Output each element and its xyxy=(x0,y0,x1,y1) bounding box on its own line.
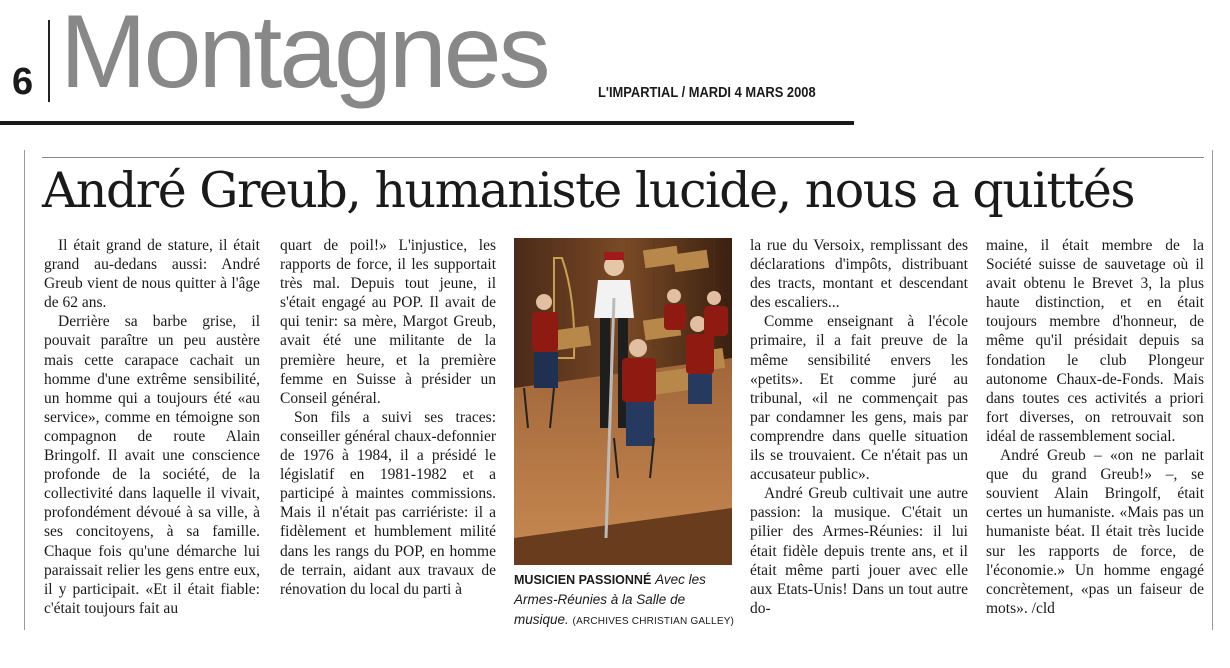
article-paragraph: Il était grand de stature, il était grand au-dedans aussi: André Greub vient de nous quitter à l'âge de 62 ans. xyxy=(44,237,260,312)
left-margin-rule xyxy=(24,150,25,630)
article-paragraph: André Greub cultivait une autre passion: la musique. C'était un pilier des Armes-Réunies: il lui était fidèle depuis trente ans, et il était même parti jouer avec elle aux Etats-Unis! Dans un tout autre do- xyxy=(750,485,968,617)
section-title: Montagnes xyxy=(60,0,548,110)
photo-credit: (ARCHIVES CHRISTIAN GALLEY) xyxy=(572,616,735,627)
page-number: 6 xyxy=(12,61,34,103)
right-margin-rule xyxy=(1212,150,1213,630)
caption-kicker: MUSICIEN PASSIONNÉ xyxy=(514,573,652,587)
article-column-2 xyxy=(280,236,496,628)
article-paragraph: quart de poil!» L'injustice, les rapports de force, il les supportait très mal. Depuis tout jeune, il s'était engagé au POP. Il avait de qui tenir: sa mère, Margot Greub, avait été une militante de la première heure, et la première femme en Suisse à présider un Conseil général. xyxy=(280,237,496,407)
article-paragraph: Derrière sa barbe grise, il pouvait paraître un peu austère mais cette carapace cachait un homme d'une extrême sensibilité, un homme qui a toujours été «au service», comme en témoigne son compagnon de route Alain Bringolf. Il avait une conscience profonde de la société, de la collectivité dans laquelle il vivait, profondément dévoué à sa ville, à ses concitoyens, à sa famille. Chaque fois qu'une démarche lui paraissait relier les gens entre eux, il y participait. «Et il était fiable: c'était toujours fait au xyxy=(44,313,260,617)
article-column-3 xyxy=(750,236,968,628)
article-column-1 xyxy=(44,236,260,628)
article-top-rule xyxy=(42,157,1204,158)
article-photo xyxy=(514,238,732,565)
caption-text: Avec les Armes-Réunies à la Salle de musique. xyxy=(514,572,706,627)
page-number-divider xyxy=(48,20,50,102)
article-headline: André Greub, humaniste lucide, nous a quittés xyxy=(42,162,1134,219)
photo-caption xyxy=(514,570,736,632)
article-column-4 xyxy=(986,236,1204,628)
article-paragraph: la rue du Versoix, remplissant des déclarations d'impôts, distribuant des tracts, montant et descendant des escaliers... xyxy=(750,237,968,312)
article-paragraph: Son fils a suivi ses traces: conseiller général chaux-defonnier de 1976 à 1984, il a présidé le législatif en 1981-1982 et a participé à maintes commissions. Mais il n'était pas carriériste: il a fidèlement et humblement milité dans les rangs du POP, en homme de terrain, aidant aux travaux de rénovation du local du parti à xyxy=(280,408,496,598)
article-paragraph: maine, il était membre de la Société suisse de sauvetage où il avait obtenu le Brevet 3, la plus haute distinction, et en était toujours membre d'honneur, de même qu'il présidait depuis sa fondation le club Plongeur autonome Chaux-de-Fonds. Mais dans toutes ces activités a priori fort diverses, on retrouvait son idéal de rassemblement social. xyxy=(986,237,1204,445)
header-rule xyxy=(0,121,854,125)
article-paragraph: Comme enseignant à l'école primaire, il a fait preuve de la même sensibilité envers les «petits». Et comme juré au tribunal, «il ne commençait pas par condamner les gens, mais par comprendre dans quelle situation ils se trouvaient. Ce n'était pas un accusateur public». xyxy=(750,313,968,484)
photo-illustration-orchestra xyxy=(514,238,732,565)
newspaper-folio: L'IMPARTIAL / MARDI 4 MARS 2008 xyxy=(598,84,816,101)
article-paragraph: André Greub – «on ne parlait que du grand Greub!» –, se souvient Alain Bringolf, était certes un humaniste. «Mais pas un humaniste béat. Il était très lucide sur les rapports de force, de l'économie.» Un homme engagé concrètement, «pas un faiseur de mots». /cld xyxy=(986,447,1204,617)
